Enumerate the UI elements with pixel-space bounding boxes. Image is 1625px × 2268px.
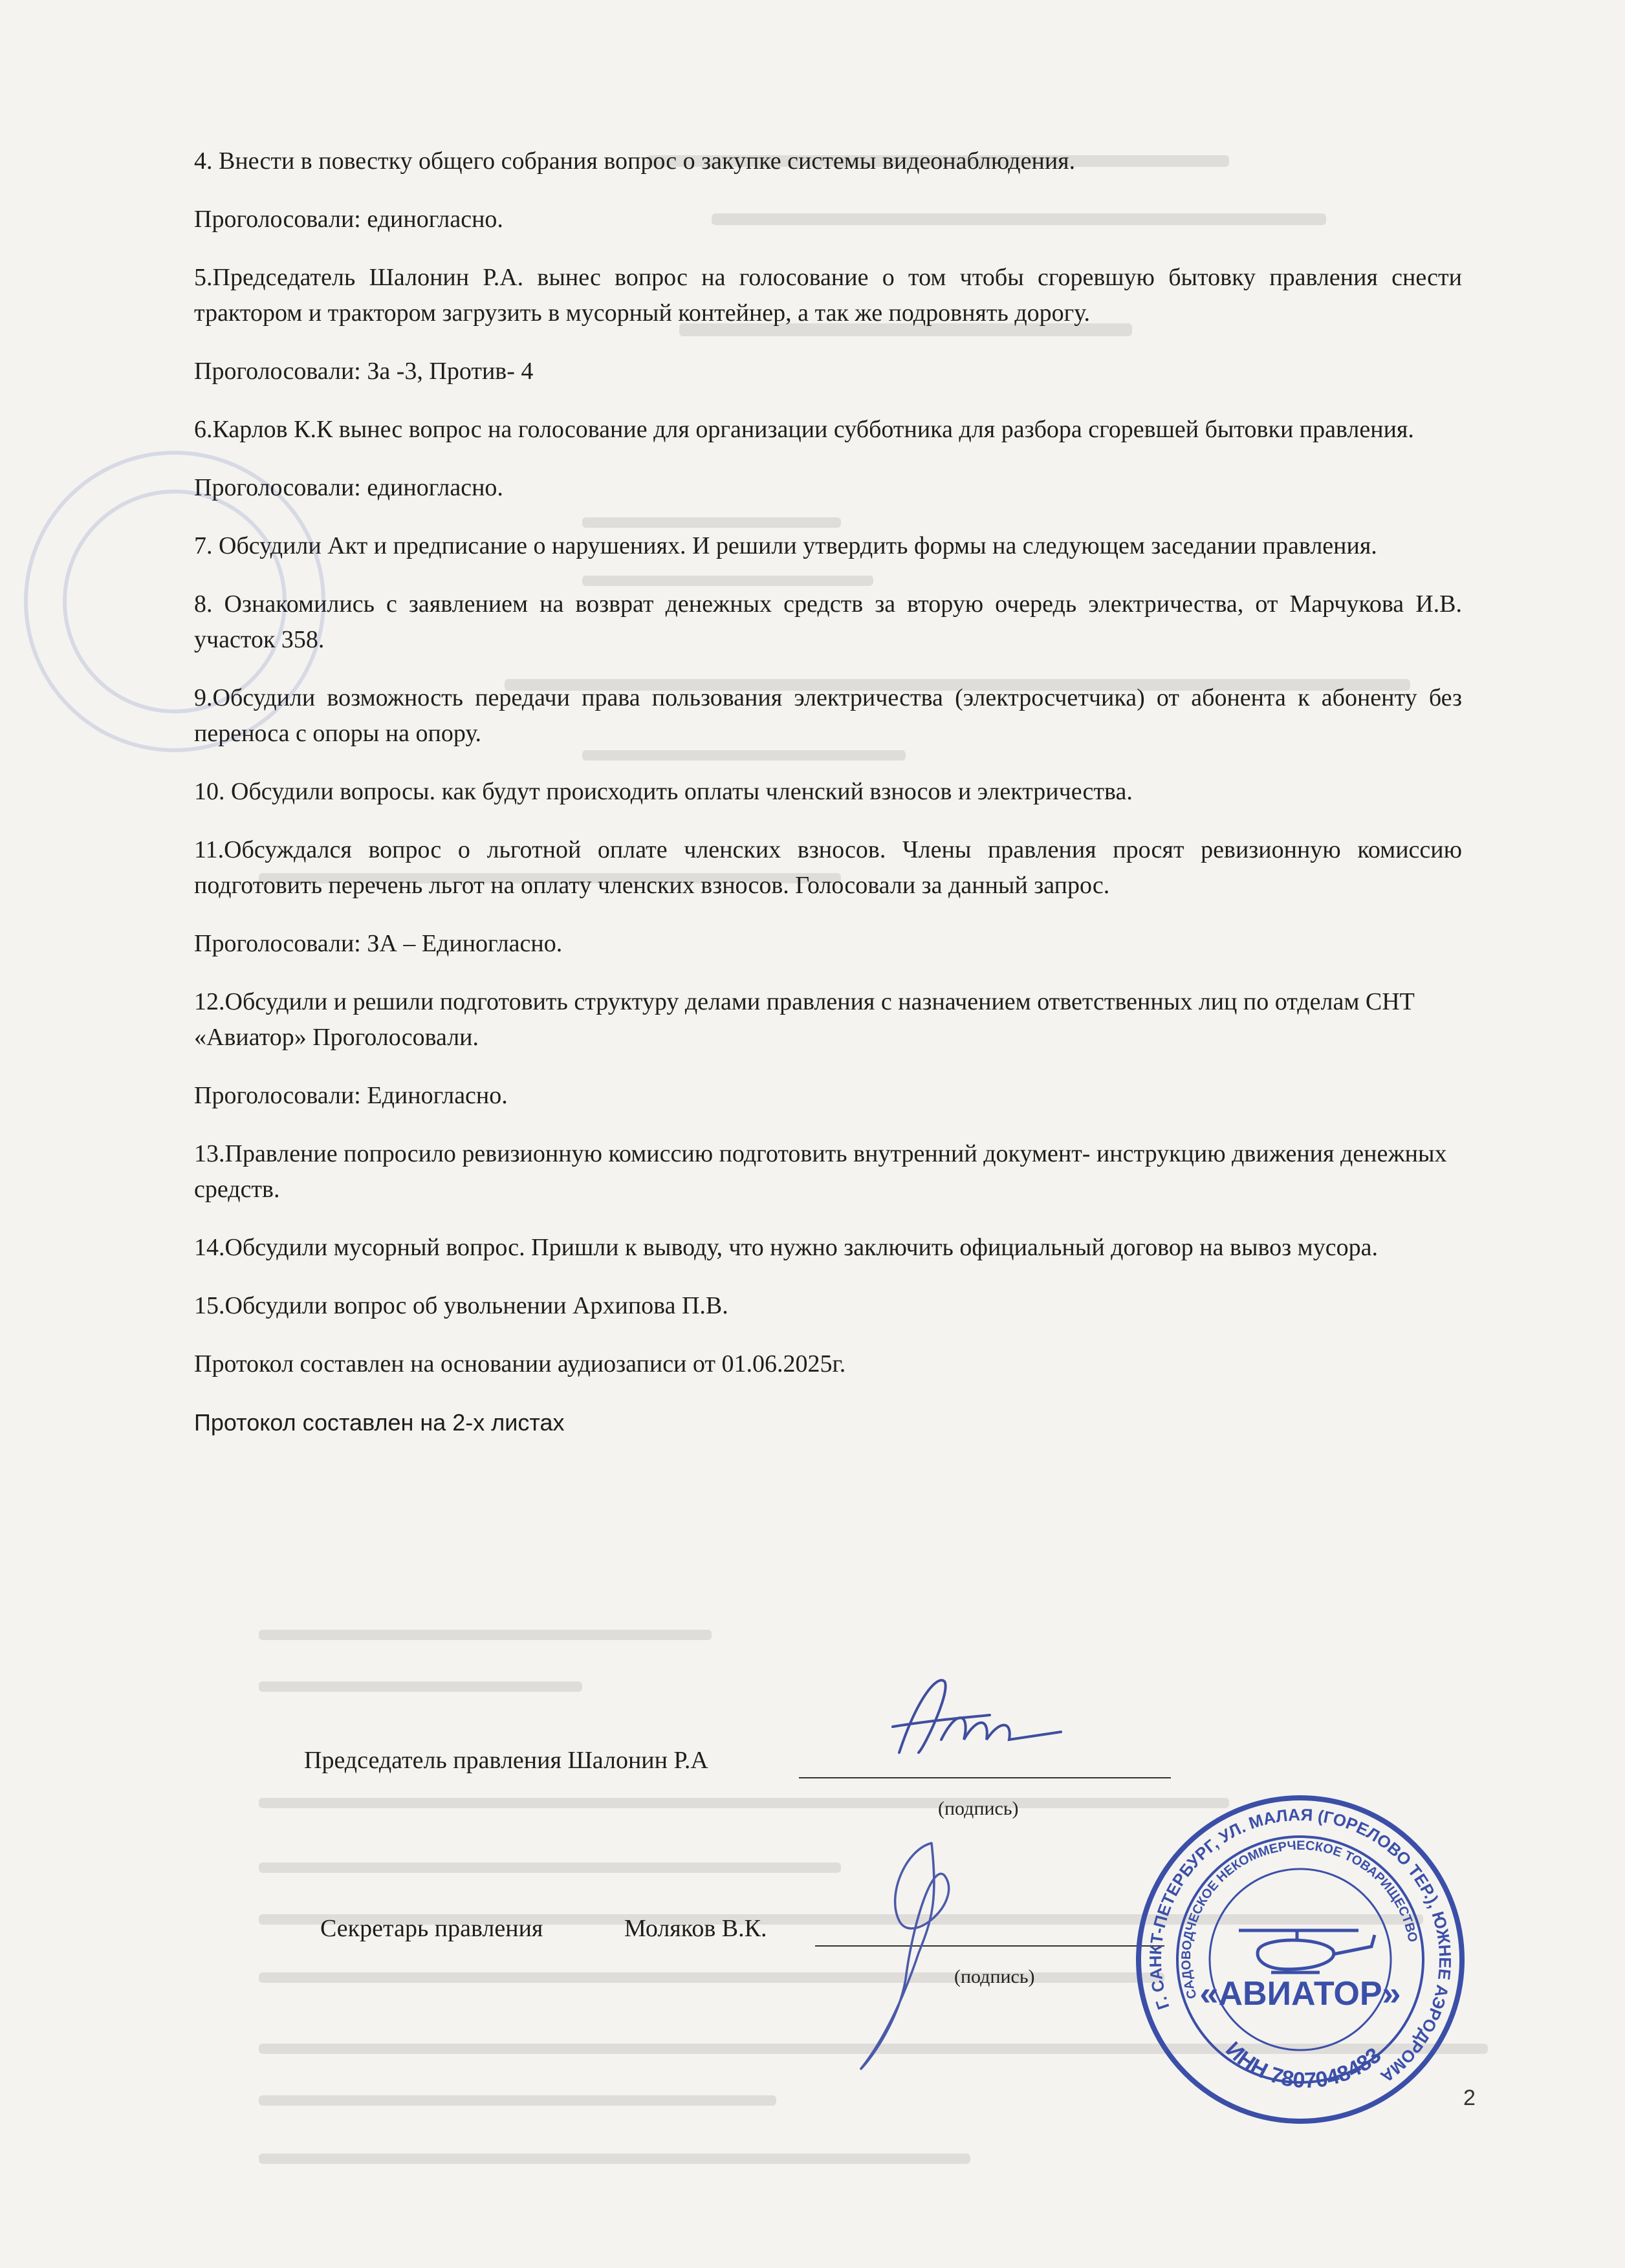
item-11: 11.Обсуждался вопрос о льготной оплате членских взносов. Члены правления просят ревизионную комиссию подготовить перечень льгот на оплату членских взносов. Голосовали за данный запрос.	[194, 836, 1462, 899]
vote-result: Проголосовали: За -3, Против- 4	[194, 358, 534, 385]
secretary-name: Моляков В.К.	[624, 1915, 767, 1942]
item-8: 8. Ознакомились с заявлением на возврат денежных средств за вторую очередь электричества, от Марчукова И.В. участок 358.	[194, 590, 1462, 653]
chair-signature-hint: (подпись)	[938, 1798, 1019, 1819]
secretary-signature-hint: (подпись)	[954, 1966, 1035, 1987]
item-6: 6.Карлов К.К вынес вопрос на голосование для организации субботника для разбора сгоревшей бытовки правления.	[194, 416, 1414, 443]
secretary-handwritten-signature	[834, 1824, 990, 2082]
chair-signature-label: Председатель правления Шалонин Р.А	[304, 1747, 708, 1774]
item-10: 10. Обсудили вопросы. как будут происходить оплаты членский взносов и электричества.	[194, 778, 1133, 805]
organization-stamp	[1126, 1785, 1475, 2134]
vote-result: Проголосовали: единогласно.	[194, 474, 503, 501]
protocol-sheets: Протокол составлен на 2-х листах	[194, 1409, 565, 1436]
item-5: 5.Председатель Шалонин Р.А. вынес вопрос на голосование о том чтобы сгоревшую бытовку правления снести трактором и трактором загрузить в мусорный контейнер, а так же подровнять дорогу.	[194, 264, 1462, 327]
item-15: 15.Обсудили вопрос об увольнении Архипова П.В.	[194, 1292, 728, 1319]
item-7: 7. Обсудили Акт и предписание о нарушениях. И решили утвердить формы на следующем заседании правления.	[194, 532, 1377, 559]
protocol-basis: Протокол составлен на основании аудиозаписи от 01.06.2025г.	[194, 1350, 846, 1377]
chair-handwritten-signature	[880, 1656, 1074, 1785]
vote-result: Проголосовали: единогласно.	[194, 206, 503, 233]
minutes-body	[194, 144, 1462, 1463]
stamp-ring-inner: САДОВОДЧЕСКОЕ НЕКОММЕРЧЕСКОЕ ТОВАРИЩЕСТВО	[1179, 1838, 1420, 2001]
vote-result: Проголосовали: ЗА – Единогласно.	[194, 930, 563, 957]
item-14: 14.Обсудили мусорный вопрос. Пришли к выводу, что нужно заключить официальный договор на вывоз мусора.	[194, 1234, 1378, 1261]
helicopter-icon	[1239, 1930, 1375, 1972]
vote-result: Проголосовали: Единогласно.	[194, 1082, 508, 1109]
stamp-inn: ИНН 7807048483	[1221, 2036, 1386, 2093]
secretary-role: Секретарь правления	[320, 1915, 543, 1942]
page-number: 2	[1463, 2086, 1476, 2110]
item-9: 9.Обсудили возможность передачи права пользования электричества (электросчетчика) от абонента к абоненту без переноса с опоры на опору.	[194, 684, 1462, 747]
item-4: 4. Внести в повестку общего собрания вопрос о закупке системы видеонаблюдения.	[194, 147, 1076, 175]
item-12: 12.Обсудили и решили подготовить структуру делами правления с назначением ответственных лиц по отделам СНТ «Авиатор» Проголосовали.	[194, 988, 1415, 1051]
stamp-ring-outer: Г. САНКТ-ПЕТЕРБУРГ, УЛ. МАЛАЯ (ГОРЕЛОВО ТЕР.), ЮЖНЕЕ АЭРОДРОМА	[1145, 1804, 1456, 2087]
item-13: 13.Правление попросило ревизионную комиссию подготовить внутренний документ- инструкцию движения денежных средств.	[194, 1140, 1447, 1203]
stamp-center-text: «АВИАТОР»	[1199, 1975, 1401, 2013]
